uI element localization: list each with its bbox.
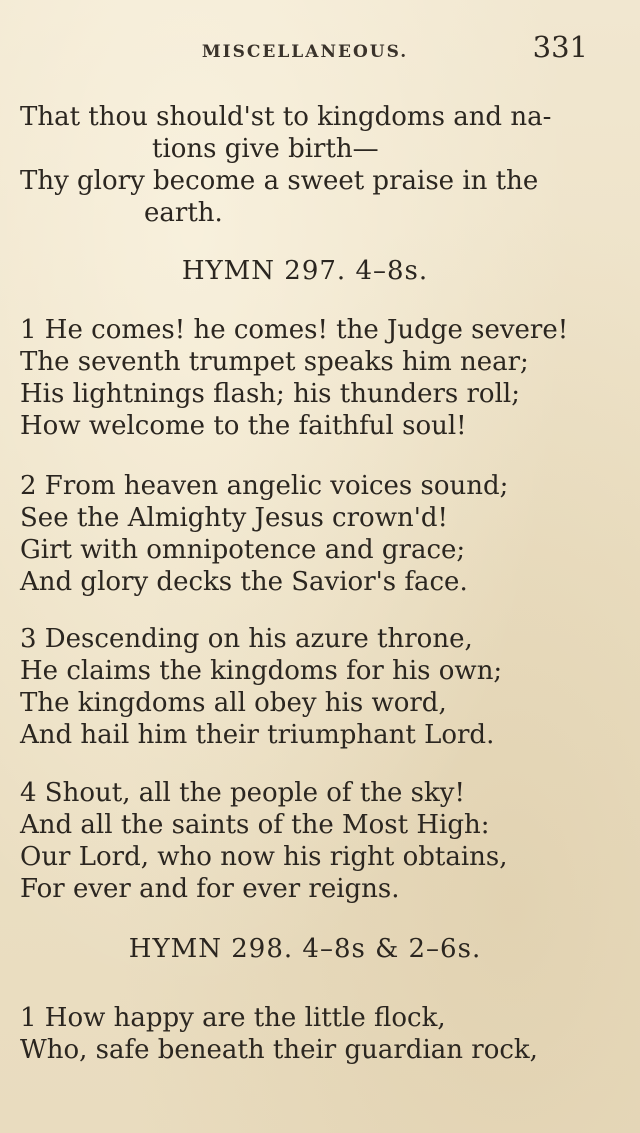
continuation-line: earth. [144, 198, 223, 228]
continuation-line: tions give birth— [152, 134, 379, 164]
verse-line: Girt with omnipotence and grace; [20, 535, 466, 565]
verse-line: 1 How happy are the little flock, [20, 1003, 446, 1033]
running-header: MISCELLANEOUS. [201, 42, 409, 62]
verse-line: His lightnings flash; his thunders roll; [20, 379, 520, 409]
page-number: 331 [532, 30, 588, 64]
verse-line: Who, safe beneath their guardian rock, [20, 1035, 538, 1065]
hymn-heading: HYMN 298. 4–8s & 2–6s. [128, 934, 482, 964]
verse-line: The kingdoms all obey his word, [20, 688, 447, 718]
verse-line: And glory decks the Savior's face. [20, 567, 468, 597]
verse-line: 1 He comes! he comes! the Judge severe! [20, 315, 569, 345]
verse-line: See the Almighty Jesus crown'd! [20, 503, 448, 533]
verse-line: For ever and for ever reigns. [20, 874, 400, 904]
verse-line: He claims the kingdoms for his own; [20, 656, 503, 686]
verse-line: Our Lord, who now his right obtains, [20, 842, 508, 872]
verse-line: 3 Descending on his azure throne, [20, 624, 473, 654]
continuation-line: That thou should'st to kingdoms and na- [20, 102, 552, 132]
hymn-heading: HYMN 297. 4–8s. [181, 256, 429, 286]
continuation-line: Thy glory become a sweet praise in the [20, 166, 539, 196]
verse-line: And hail him their triumphant Lord. [20, 720, 495, 750]
verse-line: 2 From heaven angelic voices sound; [20, 471, 509, 501]
verse-line: The seventh trumpet speaks him near; [20, 347, 529, 377]
verse-line: And all the saints of the Most High: [20, 810, 490, 840]
verse-line: How welcome to the faithful soul! [20, 411, 467, 441]
verse-line: 4 Shout, all the people of the sky! [20, 778, 465, 808]
